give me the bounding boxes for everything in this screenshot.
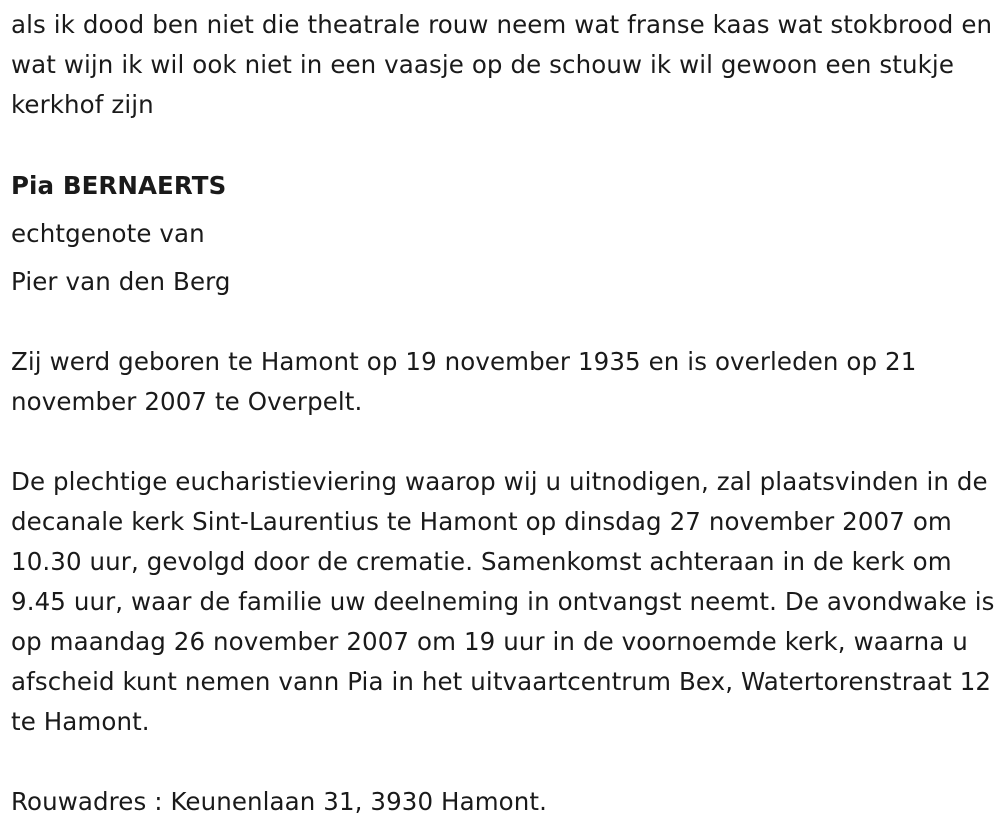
deceased-name: Pia BERNAERTS: [11, 171, 227, 200]
opening-quote: als ik dood ben niet die theatrale rouw neem wat franse kaas wat stokbrood en wat wijn ik wil ook niet in een vaasje op de schouw ik wil gewoon een stukje kerkhof zijn: [11, 10, 993, 119]
ceremony-paragraph: De plechtige eucharistieviering waarop wij u uitnodigen, zal plaatsvinden in de decanale kerk Sint-Laurentius te Hamont op dinsdag 27 november 2007 om 10.30 uur, gevolgd door de crematie. Samenkomst achteraan in de kerk om 9.45 uur, waar de familie uw deelneming in ontvangst neemt. De avondwake is op maandag 26 november 2007 om 19 uur in de voornoemde kerk, waarna u afscheid kunt nemen vann Pia in het uitvaartcentrum Bex, Watertorenstraat 12 te Hamont.: [11, 467, 995, 736]
birth-death-paragraph: Zij werd geboren te Hamont op 19 november 1935 en is overleden op 21 november 2007 te Overpelt.: [11, 347, 917, 416]
mourning-address: Rouwadres : Keunenlaan 31, 3930 Hamont.: [11, 787, 547, 816]
spouse-name: Pier van den Berg: [11, 267, 231, 296]
relation-label: echtgenote van: [11, 219, 205, 248]
